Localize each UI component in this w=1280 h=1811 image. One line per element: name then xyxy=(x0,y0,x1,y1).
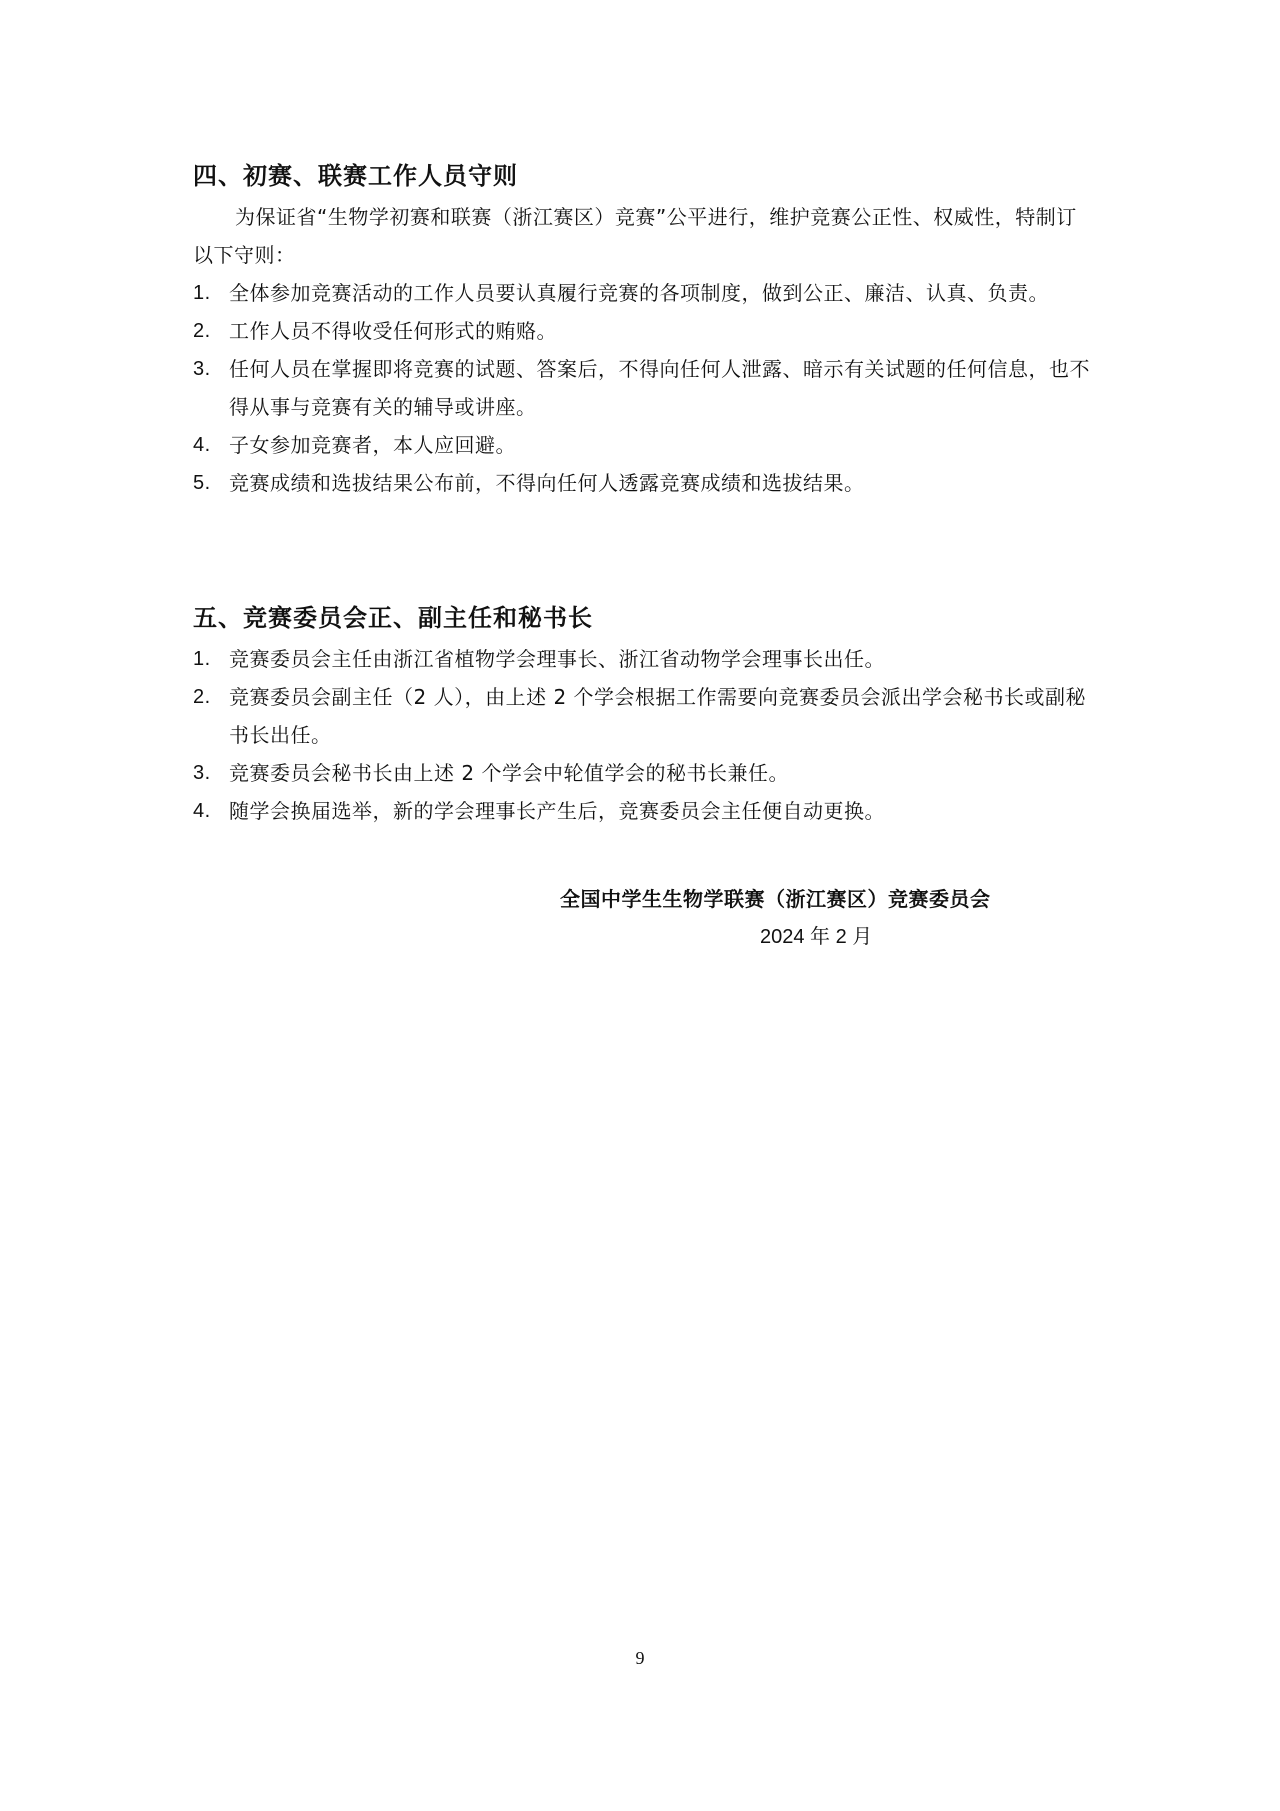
list-item xyxy=(193,754,1093,792)
list-item xyxy=(193,792,1093,830)
list-item xyxy=(193,678,1093,754)
item-number: 1. xyxy=(193,282,211,304)
item-number: 2. xyxy=(193,686,211,708)
item-number: 1. xyxy=(193,648,211,670)
rule-list xyxy=(193,274,1093,502)
section-intro: 为保证省“生物学初赛和联赛（浙江赛区）竞赛”公平进行，维护竞赛公正性、权威性，特制订以下守则： xyxy=(193,205,1077,267)
item-number: 4. xyxy=(193,434,211,456)
item-number: 3. xyxy=(193,358,211,380)
item-text: 竞赛成绩和选拔结果公布前，不得向任何人透露竞赛成绩和选拔结果。 xyxy=(229,471,865,495)
item-number: 3. xyxy=(193,762,211,784)
item-number: 4. xyxy=(193,800,211,822)
signature-block xyxy=(560,880,1080,956)
signature-date: 2024 年 2 月 xyxy=(760,926,873,948)
list-item xyxy=(193,464,1093,502)
section-committee-officers xyxy=(193,598,1093,830)
item-number: 5. xyxy=(193,472,211,494)
signature-organization: 全国中学生生物学联赛（浙江赛区）竞赛委员会 xyxy=(560,887,991,911)
item-text: 工作人员不得收受任何形式的贿赂。 xyxy=(229,319,557,343)
item-text: 子女参加竞赛者，本人应回避。 xyxy=(229,433,516,457)
item-text: 任何人员在掌握即将竞赛的试题、答案后，不得向任何人泄露、暗示有关试题的任何信息，也不得从事与竞赛有关的辅导或讲座。 xyxy=(229,357,1090,419)
section-staff-rules xyxy=(193,156,1093,502)
rule-list xyxy=(193,640,1093,830)
item-text: 竞赛委员会副主任（2 人），由上述 2 个学会根据工作需要向竞赛委员会派出学会秘书长或副秘书长出任。 xyxy=(229,685,1087,747)
section-heading: 四、初赛、联赛工作人员守则 xyxy=(193,162,518,190)
list-item xyxy=(193,274,1093,312)
item-text: 竞赛委员会主任由浙江省植物学会理事长、浙江省动物学会理事长出任。 xyxy=(229,647,885,671)
item-number: 2. xyxy=(193,320,211,342)
item-text: 随学会换届选举，新的学会理事长产生后，竞赛委员会主任便自动更换。 xyxy=(229,799,885,823)
item-text: 全体参加竞赛活动的工作人员要认真履行竞赛的各项制度，做到公正、廉洁、认真、负责。 xyxy=(229,281,1049,305)
list-item xyxy=(193,640,1093,678)
list-item xyxy=(193,426,1093,464)
item-text: 竞赛委员会秘书长由上述 2 个学会中轮值学会的秘书长兼任。 xyxy=(229,761,789,785)
list-item xyxy=(193,312,1093,350)
list-item xyxy=(193,350,1093,426)
page-number: 9 xyxy=(635,1648,645,1668)
section-heading: 五、竞赛委员会正、副主任和秘书长 xyxy=(193,604,593,632)
